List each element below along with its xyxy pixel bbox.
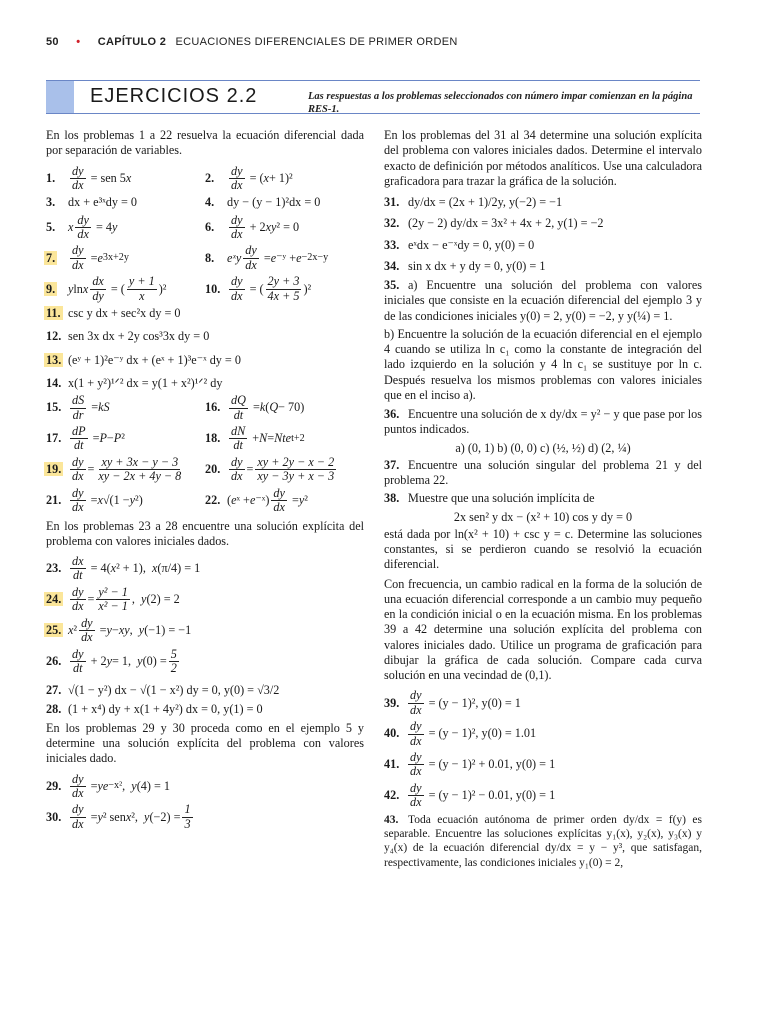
problem-29: 29. $\frac{dy}{dx}$ = ye −x² , y (4) = 1	[46, 771, 170, 801]
chapter-title: ECUACIONES DIFERENCIALES DE PRIMER ORDEN	[175, 36, 458, 48]
problem-36-options: a) (0, 1) b) (0, 0) c) (½, ½) d) (2, ¼)	[455, 440, 631, 455]
problem-11: 11. csc y dx + sec²x dy = 0	[46, 306, 181, 321]
exercise-banner	[46, 80, 700, 114]
problem-35-b: b) Encuentre la solución de la ecuación diferencial en el ejemplo 4 cuando se utiliza ln c₁ como la constante de integración del lado izquierdo en la solución y 4 ln c₁ se sustituye por ln c. Después resuelva los mismos problemas con valores iniciales que en el inciso a).	[384, 326, 702, 402]
bullet-icon: •	[76, 36, 81, 48]
problem-37: 37. Encuentre una solución singular del problema 21 y del problema 22.	[384, 457, 702, 487]
problem-36: 36. Encuentre una solución de x dy/dx = y² − y que pase por los puntos indicados.	[384, 407, 702, 437]
problem-row: 3. dx + e³ˣdy = 0 4. dy − (y − 1)²dx = 0	[46, 195, 321, 210]
problem-35-a: a) Encuentre una solución del problema con valores iniciales que consiste en la ecuación diferencial del ejemplo 3 y de las condiciones iniciales y(0) = 2, y(0) = −2, y y(¼) = 1.	[384, 278, 702, 323]
problem-38-equation: 2x sen² y dx − (x² + 10) cos y dy = 0	[453, 509, 633, 524]
intro-29-30: En los problemas 29 y 30 proceda como en el ejemplo 5 y determine una solución explícita del problema con valores iniciales dado.	[46, 720, 364, 766]
problem-24: 24. $\frac{dy}{dx}$ = $\frac{\text{y² − 1}}{\text{x² − 1}}$ , y (2) = 2	[46, 584, 180, 614]
intro-23-28: En los problemas 23 a 28 encuentre una solución explícita del problema con valores iniciales dados.	[46, 518, 364, 548]
intro-1-22: En los problemas 1 a 22 resuelva la ecuación diferencial dada por separación de variables.	[46, 128, 364, 158]
problem-31: 31. dy/dx = (2x + 1)/2y, y(−2) = −1	[384, 195, 563, 209]
problem-25: 25. x ² $\frac{dy}{dx}$ = y − xy , y (−1) = −1	[46, 615, 192, 645]
problem-38-text: está dada por ln(x² + 10) + csc y = c. Determine las soluciones constantes, si se perdieron cuando se resolvió la ecuación diferencial.	[384, 526, 702, 572]
problem-13: 13. (eʸ + 1)²e⁻ʸ dx + (eˣ + 1)³e⁻ˣ dy = 0	[46, 352, 241, 367]
problem-23: 23. $\frac{dx}{dt}$ = 4( x ² + 1), x (π/4) = 1	[46, 554, 201, 583]
right-column	[384, 128, 702, 873]
exercise-title: EJERCICIOS 2.2	[90, 85, 258, 107]
problem-40: 40. $\frac{dy}{dx}$ = (y − 1)², y(0) = 1.01	[384, 719, 537, 748]
problem-30: 30. $\frac{dy}{dx}$ = y ² sen x ², y (−2) = $\frac{1}{3}$	[46, 802, 191, 831]
problem-35: 35. a) Encuentre una solución del problema con valores iniciales que consiste en la ecuación diferencial del ejemplo 3 y de las condiciones iniciales y(0) = 2, y(0) = −2, y y(¼) = 1.	[384, 278, 702, 323]
chapter-label: CAPÍTULO 2	[97, 36, 167, 48]
problem-39: 39. $\frac{dy}{dx}$ = (y − 1)², y(0) = 1	[384, 688, 521, 717]
problem-12: 12. sen 3x dx + 2y cos³3x dy = 0	[46, 329, 210, 344]
problem-41: 41. $\frac{dy}{dx}$ = (y − 1)² + 0.01, y(0) = 1	[384, 749, 556, 779]
problem-row: 21. $\frac{dy}{dx}$ = x √(1 − y ²) 22. ( e ˣ + e ⁻ˣ) $\frac{dy}{dx}$ = y ²	[46, 485, 308, 515]
problem-27: 27. √(1 − y²) dx − √(1 − x²) dy = 0, y(0) = √3/2	[46, 683, 280, 698]
problem-row: 9. y ln x $\frac{dx}{dy}$ = ( $\frac{y + 1}{x}$ )² 10. $\frac{dy}{dx}$ = ( $\frac{2y + 3}{4x + 5}$ )²	[46, 274, 312, 303]
problem-14: 14. x(1 + y²)¹ᐟ² dx = y(1 + x²)¹ᐟ² dy	[46, 375, 223, 390]
intro-39-42: Con frecuencia, un cambio radical en la forma de la solución de una ecuación diferencial corresponde a un cambio muy pequeño en la condición inicial o en la ecuación misma. En los problemas 39 a 42 determine una solución explícita del problema con valores iniciales dado. Utilice un programa de graficación para dibujar la gráfica de cada solución. Compare cada curva solución en una vecindad de (0,1).	[384, 576, 702, 682]
answers-note: Las respuestas a los problemas seleccionados con número impar comienzan en la página RES-1.	[308, 91, 693, 116]
problem-34: 34. sin x dx + y dy = 0, y(0) = 1	[384, 258, 546, 273]
left-column	[46, 128, 364, 834]
problem-row: 1. $\frac{dy}{dx}$ = sen 5 x 2. $\frac{dy}{dx}$ = ( x + 1)²	[46, 163, 293, 192]
problem-28: 28. (1 + x⁴) dy + x(1 + 4y²) dx = 0, y(1) = 0	[46, 701, 263, 716]
problem-row: 5. x $\frac{dy}{dx}$ = 4 y 6. $\frac{dy}{dx}$ + 2 xy ² = 0	[46, 212, 300, 242]
intro-31-34: En los problemas del 31 al 34 determine una solución explícita del problema con valores iniciales dados. Determine el intervalo exacto de definición por métodos analíticos. Use una calculadora graficadora para trazar la gráfica de la solución.	[384, 128, 702, 188]
problem-26: 26. $\frac{dy}{dt}$ + 2 y = 1, y (0) = $\frac{5}{2}$	[46, 646, 177, 675]
problem-38: 38. Muestre que una solución implícita de	[384, 491, 595, 506]
problem-42: 42. $\frac{dy}{dx}$ = (y − 1)² − 0.01, y(0) = 1	[384, 780, 556, 810]
running-header	[46, 36, 708, 50]
banner-accent	[46, 81, 74, 113]
problem-row: 7. $\frac{dy}{dx}$ = e 3x+2y 8. eˣy $\frac{dy}{dx}$ = e ⁻ʸ + e −2x−y	[46, 243, 329, 272]
problem-33: 33. eˣdx − e⁻ˣdy = 0, y(0) = 0	[384, 237, 535, 252]
page-number: 50	[46, 36, 59, 48]
problem-row: 17. $\frac{dP}{dt}$ = P − P ² 18. $\frac{dN}{dt}$ + N = Nte t+2	[46, 423, 305, 453]
problem-32: 32. (2y − 2) dy/dx = 3x² + 4x + 2, y(1) = −2	[384, 216, 604, 231]
problem-row: 15. $\frac{dS}{dr}$ = kS 16. $\frac{dQ}{dt}$ = k ( Q − 70)	[46, 393, 305, 422]
problem-row: 19. $\frac{dy}{dx}$ = $\frac{xy + 3x - y - 3}{xy - 2x + 4y - 8}$ 20. $\frac{dy}{dx}$ = $\frac{xy + 2y - x - 2}{xy - 3y + x - 3}$	[46, 454, 335, 484]
problem-43: 43. Toda ecuación autónoma de primer orden dy/dx = f(y) es separable. Encuentre las soluciones explícitas y₁(x), y₂(x), y₃(x) y y₄(x) de la ecuación diferencial dy/dx = y − y³, que satisfagan, respectivamente, las condiciones iniciales y₁(0) = 2,	[384, 813, 702, 869]
